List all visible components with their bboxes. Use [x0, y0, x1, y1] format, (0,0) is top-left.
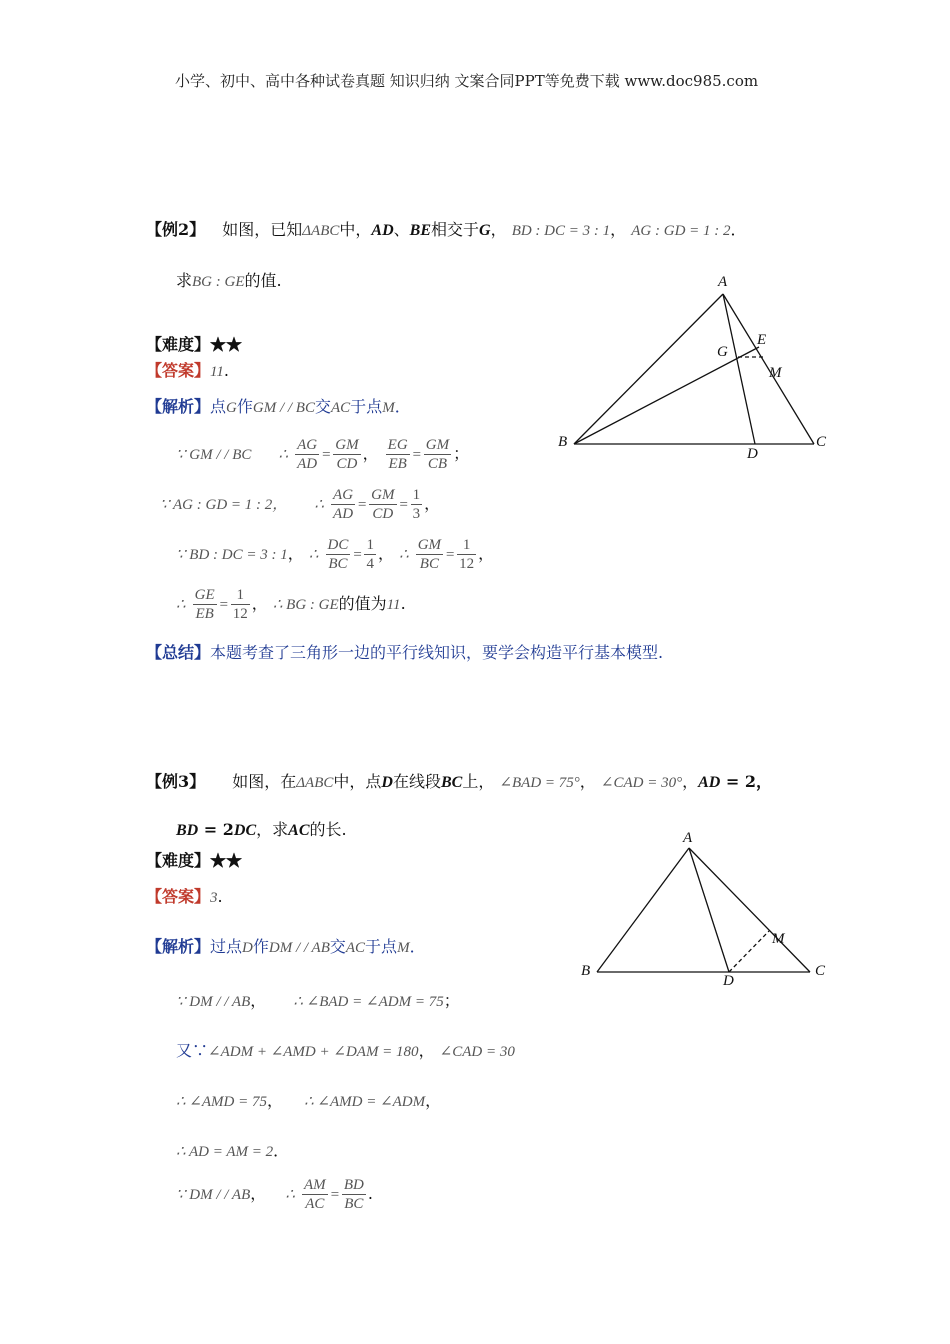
fraction: $\frac{EG}{EB}$ — [387, 437, 408, 472]
ex3-label-c: C — [815, 963, 826, 979]
ex2-sol-text: 点 — [210, 397, 227, 416]
ex2-triangle: ΔABC — [302, 223, 340, 239]
ex2-label-c: C — [816, 434, 827, 450]
ex3-line5: ∵ DM / / AB， ∴ $\frac{AM}{AC}$ = $\frac{BD}{BC}$ . — [176, 1177, 373, 1212]
ex3-side-ac — [689, 848, 810, 972]
ex2-step1-therefore: ∴ — [278, 447, 289, 463]
ex2-step2-therefore: ∴ — [314, 497, 324, 513]
ex3-line2: 又∵∠ADM + ∠AMD + ∠DAM = 180， ∠CAD = 30 — [176, 1041, 515, 1060]
ex3-side-ab — [597, 848, 689, 972]
ex2-step4-therefore2: ∴ BG : GE — [272, 597, 339, 613]
page-header: 小学、初中、高中各种试卷真题 知识归纳 文案合同PPT等免费下载 www.doc985.com — [175, 72, 759, 90]
ex3-q-text: 中，点 — [333, 772, 382, 791]
ex3-point-d: D — [381, 774, 393, 791]
ex2-answer — [146, 358, 229, 381]
ex2-ratio-bd-dc: BD : DC = 3 : 1 — [511, 223, 611, 239]
fraction: $\frac{1}{12}$ — [232, 587, 248, 622]
ex2-difficulty-label: 【难度】 — [146, 335, 211, 354]
ex2-label-g: G — [717, 344, 728, 360]
ex3-tag: 【例3】 — [146, 772, 206, 791]
ex2-target-ratio: BG : GE — [192, 274, 245, 290]
ex3-label-m: M — [772, 931, 785, 947]
fraction: $\frac{AG}{AD}$ — [297, 437, 318, 472]
ex2-summary-label: 【总结】 — [146, 643, 211, 662]
ex2-sol-text: 交 — [314, 397, 331, 416]
ex2-step3-therefore2: ∴ — [399, 547, 409, 563]
ex2-sol-parallel: GM / / BC — [252, 400, 315, 416]
ex2-answer-label: 【答案】 — [146, 361, 211, 380]
fraction: $\frac{GM}{BC}$ — [417, 537, 442, 572]
ex3-difficulty-label: 【难度】 — [146, 851, 211, 870]
ex2-label-e: E — [757, 332, 767, 348]
fraction: $\frac{GM}{CB}$ — [425, 437, 450, 472]
ex2-segment-be — [574, 347, 759, 444]
ex2-ratio-ag-gd: AG : GD = 1 : 2 — [631, 223, 731, 239]
ex2-point-g: G — [479, 222, 491, 239]
fraction: $\frac{DC}{BC}$ — [327, 537, 349, 572]
ex2-sol-seg: AC — [331, 400, 351, 416]
ex3-question-line1: 【例3】 如图，在ΔABC中，点D在线段BC上， ∠BAD = 75°， ∠CAD = 30°，AD = 2， — [146, 772, 773, 791]
fraction: $\frac{GM}{CD}$ — [371, 487, 395, 522]
ex3-figure — [575, 822, 840, 992]
ex2-label-d: D — [747, 446, 758, 462]
fraction: $\frac{1}{4}$ — [366, 537, 374, 572]
fraction: $\frac{AM}{AC}$ — [304, 1177, 326, 1212]
ex2-q-text: ， — [610, 220, 627, 239]
ex3-q-text: 在线段 — [392, 772, 441, 791]
ex3-q-text: = 2， — [720, 772, 773, 791]
ex3-triangle: ΔABC — [296, 775, 334, 791]
ex3-solution-intro: 【解析】过点D作DM / / AB交AC于点M． — [146, 937, 426, 956]
ex2-step3-because: ∵ BD : DC = 3 : 1 — [176, 547, 288, 563]
ex2-step3-therefore: ∴ — [308, 547, 319, 563]
ex2-sol-text: 于点 — [350, 397, 383, 416]
fraction: $\frac{GE}{EB}$ — [194, 587, 215, 622]
ex3-segment-ad — [689, 848, 729, 972]
ex2-q-text: 如图，已知 — [222, 220, 303, 239]
fraction: $\frac{GM}{CD}$ — [335, 437, 359, 472]
ex2-question-line1 — [146, 217, 747, 240]
ex3-label-a: A — [683, 830, 693, 846]
ex2-q-text: 中， — [339, 220, 372, 239]
ex2-difficulty-stars: ★★ — [210, 335, 243, 354]
ex2-seg-be: BE — [409, 222, 431, 239]
ex3-angle-cad: ∠CAD = 30° — [600, 775, 683, 791]
ex2-sol-text: 作 — [236, 397, 253, 416]
ex2-segment-ad — [723, 294, 755, 444]
ex2-figure — [550, 268, 840, 468]
ex2-summary — [146, 640, 663, 663]
ex2-step3: ∵ BD : DC = 3 : 1， ∴ $\frac{DC}{BC}$ = $\frac{1}{4}$ ， ∴ $\frac{GM}{BC}$ = $\frac{1}{12}$ ， — [176, 537, 495, 572]
ex2-step1-because: ∵ GM / / BC — [176, 447, 252, 463]
ex3-answer: 【答案】3. — [146, 887, 223, 906]
ex3-solution-label: 【解析】 — [146, 937, 211, 956]
ex3-seg-ad: AD — [698, 774, 721, 791]
fraction: $\frac{1}{3}$ — [412, 487, 421, 522]
ex3-difficulty-stars: ★★ — [210, 851, 243, 870]
ex2-q-text: 、 — [393, 220, 410, 239]
ex2-solution-intro — [146, 394, 411, 417]
ex2-label-b: B — [558, 434, 568, 450]
ex2-seg-ad: AD — [371, 222, 394, 239]
ex2-sol-text: ． — [394, 397, 411, 416]
ex3-label-d: D — [723, 973, 734, 989]
ex3-answer-value: 3 — [210, 890, 218, 906]
ex2-q-text: ． — [730, 220, 747, 239]
ex2-answer-value: 11 — [210, 364, 224, 380]
ex3-q-text: 如图，在 — [232, 772, 297, 791]
ex3-angle-bad: ∠BAD = 75° — [499, 775, 580, 791]
ex2-sol-point: M — [382, 400, 395, 416]
ex3-line3: ∴ ∠AMD = 75， ∴ ∠AMD = ∠ADM， — [176, 1091, 442, 1110]
fraction: $\frac{BD}{BC}$ — [343, 1177, 364, 1212]
ex2-answer-end: . — [223, 361, 229, 380]
ex2-step2: ∵ AG : GD = 1 : 2， ∴ $\frac{AG}{AD}$ = $\frac{GM}{CD}$ = $\frac{1}{3}$ ， — [160, 487, 441, 522]
ex2-side-ab — [574, 294, 723, 444]
ex2-q-text: 的值. — [244, 271, 282, 290]
ex2-question-line2 — [176, 268, 282, 291]
ex2-step4-value: 11 — [386, 597, 401, 613]
fraction: $\frac{AG}{AD}$ — [333, 487, 354, 522]
ex2-difficulty — [146, 332, 242, 355]
ex3-line1: ∵ DM / / AB， ∴ ∠BAD = ∠ADM = 75； — [176, 991, 460, 1010]
ex3-seg-bc: BC — [440, 774, 463, 791]
ex2-summary-text: 本题考查了三角形一边的平行线知识，要学会构造平行基本模型. — [210, 643, 664, 662]
ex2-step4: ∴ $\frac{GE}{EB}$ = $\frac{1}{12}$ ， ∴ BG : GE的值为11. — [176, 587, 406, 622]
ex2-step1: ∵ GM / / BC ∴ $\frac{AG}{AD}$ = $\frac{GM}{CD}$ ， $\frac{EG}{EB}$ = $\frac{GM}{CB}$ ； — [176, 437, 470, 472]
ex3-dashed-dm — [729, 931, 769, 972]
ex2-step4-text: 的值为 — [338, 594, 387, 613]
ex2-sol-point: G — [226, 400, 237, 416]
ex3-question-line2: BD = 2DC，求AC的长. — [176, 820, 347, 839]
ex3-line4: ∴ AD = AM = 2． — [176, 1141, 290, 1160]
ex3-difficulty — [146, 848, 242, 871]
ex2-q-text: 相交于 — [431, 220, 480, 239]
ex2-tag: 【例2】 — [146, 220, 206, 239]
ex2-q-text: 求 — [176, 271, 193, 290]
ex2-step4-therefore: ∴ — [176, 597, 186, 613]
ex2-q-text: ， — [490, 220, 507, 239]
ex3-answer-label: 【答案】 — [146, 887, 211, 906]
ex3-q-text: 上， — [462, 772, 495, 791]
ex3-label-b: B — [581, 963, 591, 979]
ex2-label-a: A — [718, 274, 728, 290]
ex2-step2-because: ∵ AG : GD = 1 : 2 — [160, 497, 273, 513]
ex2-solution-label: 【解析】 — [146, 397, 211, 416]
ex2-label-m: M — [769, 365, 782, 381]
fraction: $\frac{1}{12}$ — [459, 537, 475, 572]
